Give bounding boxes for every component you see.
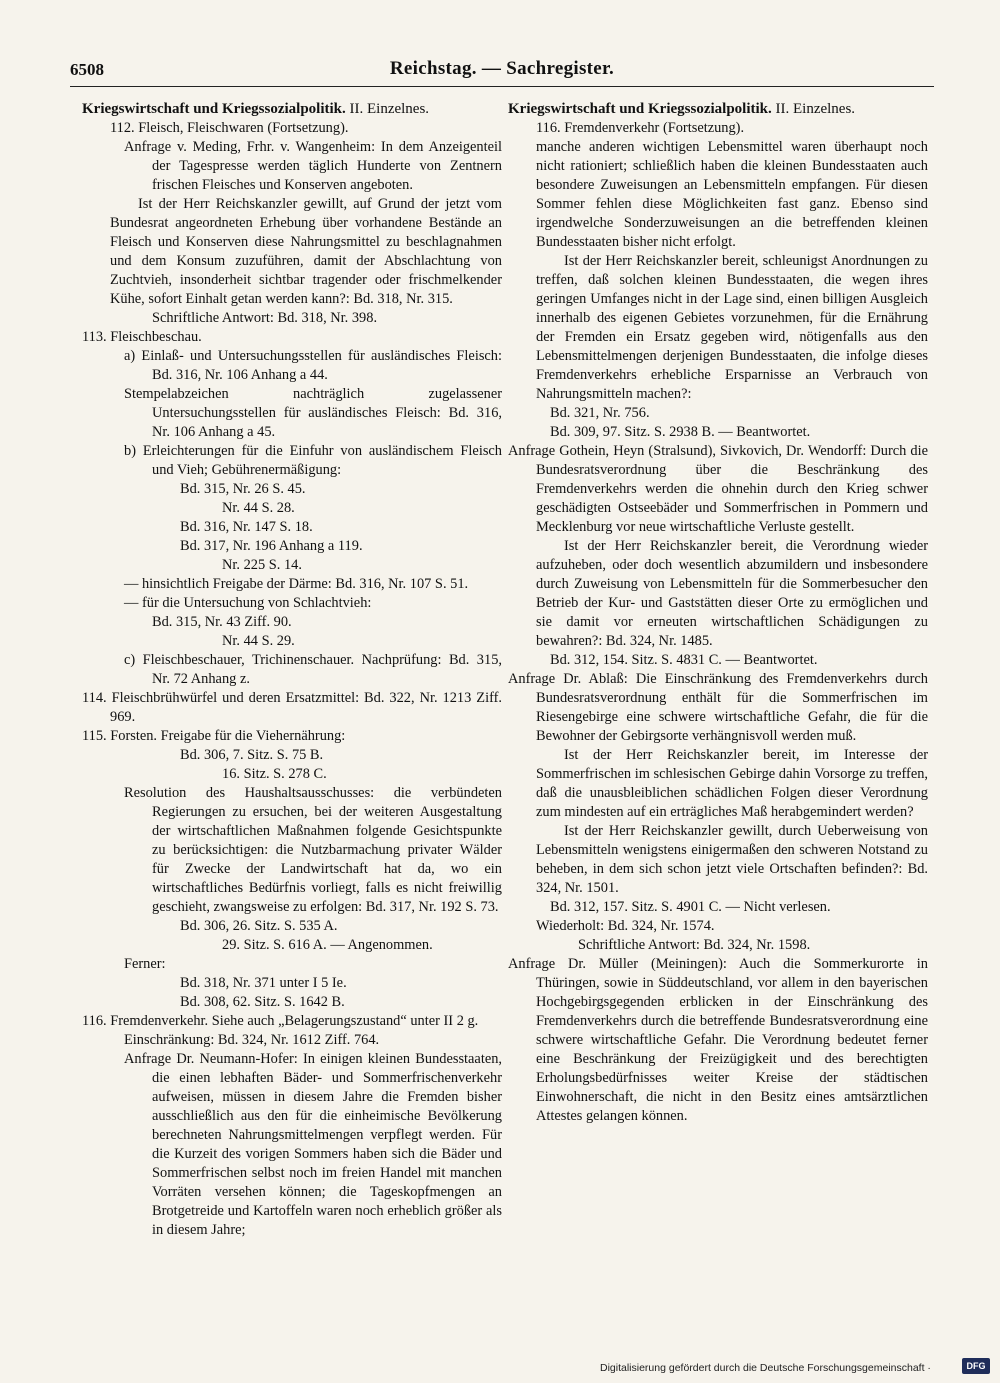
left-entry: 114. Fleischbrühwürfel und deren Ersatzmittel: Bd. 322, Nr. 1213 Ziff. 969. — [82, 690, 502, 725]
right-entry: Bd. 321, Nr. 756. — [550, 405, 650, 421]
right-heading-bold: Kriegswirtschaft und Kriegssozialpolitik. — [508, 101, 772, 117]
footer-credit: Digitalisierung gefördert durch die Deutsche Forschungsgemeinschaft · — [600, 1362, 931, 1374]
left-entry: — für die Untersuchung von Schlachtvieh: — [124, 595, 372, 611]
left-section-heading: 112. Fleisch, Fleischwaren (Fortsetzung). — [110, 120, 349, 136]
left-entry: 29. Sitz. S. 616 A. — Angenommen. — [222, 937, 433, 953]
left-entry: c) Fleischbeschauer, Trichinenschauer. Nachprüfung: Bd. 315, Nr. 72 Anhang z. — [124, 652, 502, 687]
right-entry: Ist der Herr Reichskanzler bereit, im Interesse der Sommerfrischen im schlesischen Gebirge dahin Vorsorge zu treffen, daß die unausbleiblichen schädlichen Folgen dieser Verordnung zum mindesten auf ein erträgliches Maß herabgemindert werden? — [536, 747, 928, 820]
dfg-logo-icon: DFG — [962, 1358, 990, 1374]
left-heading-bold: Kriegswirtschaft und Kriegssozialpolitik. — [82, 101, 346, 117]
left-entry: 16. Sitz. S. 278 C. — [222, 766, 327, 782]
right-entry: Anfrage Dr. Ablaß: Die Einschränkung des Fremdenverkehrs durch Bundesratsverordnung enthält für die Sommerfrischen im Riesengebirge eine schwere wirtschaftliche Gefahr, die für die Bewohner der Gebirgsorte verhängnisvoll werden muß. — [508, 671, 928, 744]
left-entry: Anfrage Dr. Neumann-Hofer: In einigen kleinen Bundesstaaten, die einen lebhaften Bäder- und Sommerfrischenverkehr aufweisen, müssen in diesem Jahre die Fremden bisher ausschließlich aus den für die einheimische Bevölkerung berechneten Nahrungsmittelmengen verpflegt werden. Für die Kurzeit des vorigen Sommers haben sich die Bäder und Sommerfrischen selbst noch im freien Handel mit manchen Vorräten versehen können; die Tageskopfmengen an Brotgetreide und Kartoffeln waren noch erheblich größer als in diesem Jahre; — [124, 1051, 502, 1238]
left-column-heading — [82, 100, 502, 119]
left-entry: — hinsichtlich Freigabe der Därme: Bd. 316, Nr. 107 S. 51. — [124, 576, 469, 592]
left-entry: Bd. 318, Nr. 371 unter I 5 Ie. — [180, 975, 347, 991]
left-entry: Ferner: — [124, 956, 166, 972]
left-entry: 113. Fleischbeschau. — [82, 329, 202, 345]
left-entry: Bd. 306, 26. Sitz. S. 535 A. — [180, 918, 338, 934]
left-entry: 116. Fremdenverkehr. Siehe auch „Belagerungszustand“ unter II 2 g. — [82, 1013, 479, 1029]
left-heading-sub: II. Einzelnes. — [345, 101, 430, 117]
right-entry: Ist der Herr Reichskanzler gewillt, durch Ueberweisung von Lebensmitteln wenigstens einigermaßen den schweren Notstand zu beheben, in dem sich schon jetzt viele Ortschaften befinden?: Bd. 324, Nr. 1501. — [536, 823, 928, 896]
right-column — [508, 100, 928, 1320]
left-entry: Bd. 315, Nr. 43 Ziff. 90. — [152, 614, 292, 630]
left-entry: 115. Forsten. Freigabe für die Viehernährung: — [82, 728, 346, 744]
right-entry: Ist der Herr Reichskanzler bereit, die Verordnung wieder aufzuheben, oder doch wesentlich abzumildern und insbesondere durch Zuweisung von Lebensmitteln für die Sommerbesucher den Betrieb der Kur- und Gaststätten dieser Orte zu ermöglichen und sie damit vor erneuten wirtschaftlichen Schädigungen zu bewahren?: Bd. 324, Nr. 1485. — [536, 538, 928, 649]
right-entries — [508, 138, 928, 1126]
left-entry: a) Einlaß- und Untersuchungsstellen für ausländisches Fleisch: Bd. 316, Nr. 106 Anhang a 44. — [124, 348, 502, 383]
right-entry: Bd. 309, 97. Sitz. S. 2938 B. — Beantwortet. — [550, 424, 811, 440]
left-entry: Bd. 317, Nr. 196 Anhang a 119. — [180, 538, 363, 554]
left-entry: Nr. 44 S. 28. — [222, 500, 295, 516]
left-entries — [82, 138, 502, 1240]
left-entry: Nr. 225 S. 14. — [222, 557, 302, 573]
left-entry: Anfrage v. Meding, Frhr. v. Wangenheim: In dem Anzeigenteil der Tagespresse werden täglich Hunderte von Zentnern frischen Fleisches und Konserven angeboten. — [124, 139, 502, 193]
right-entry: Schriftliche Antwort: Bd. 324, Nr. 1598. — [578, 937, 811, 953]
left-entry: Bd. 315, Nr. 26 S. 45. — [180, 481, 306, 497]
left-entry: Stempelabzeichen nachträglich zugelassener Untersuchungsstellen für ausländisches Fleisch: Bd. 316, Nr. 106 Anhang a 45. — [124, 386, 502, 440]
left-entry: Schriftliche Antwort: Bd. 318, Nr. 398. — [152, 310, 378, 326]
right-entry: Wiederholt: Bd. 324, Nr. 1574. — [536, 918, 715, 934]
left-entry: b) Erleichterungen für die Einfuhr von ausländischem Fleisch und Vieh; Gebührenermäßigung: — [124, 443, 502, 478]
left-entry: Nr. 44 S. 29. — [222, 633, 295, 649]
right-entry: Bd. 312, 154. Sitz. S. 4831 C. — Beantwortet. — [550, 652, 818, 668]
right-section-heading: 116. Fremdenverkehr (Fortsetzung). — [536, 120, 745, 136]
left-entry: Bd. 306, 7. Sitz. S. 75 B. — [180, 747, 324, 763]
right-entry: manche anderen wichtigen Lebensmittel waren überhaupt noch nicht rationiert; schließlich haben die kleinen Bundesstaaten auch besondere Zuweisungen an Lebensmitteln empfangen. Für diesen Sommer fehlen diese Möglichkeiten fast ganz. Ebenso sind irgendwelche Sonderzuweisungen an die betreffenden kleinen Bundesstaaten bisher nicht erfolgt. — [536, 139, 928, 250]
left-entry: Bd. 308, 62. Sitz. S. 1642 B. — [180, 994, 345, 1010]
right-entry: Bd. 312, 157. Sitz. S. 4901 C. — Nicht verlesen. — [550, 899, 831, 915]
page-number: 6508 — [70, 60, 104, 79]
left-entry: Bd. 316, Nr. 147 S. 18. — [180, 519, 313, 535]
right-column-heading — [508, 100, 928, 119]
left-entry: Resolution des Haushaltsausschusses: die verbündeten Regierungen zu ersuchen, bei der weiteren Ausgestaltung der wirtschaftlichen Maßnahmen folgende Gesichtspunkte zu berücksichtigen: die Nutzbarmachung privater Wälder für Zwecke der Landwirtschaft hat da, wo ein wirtschaftliches Bedürfnis vorliegt, falls es nicht freiwillig geschieht, zwangsweise zu erfolgen: Bd. 317, Nr. 192 S. 73. — [124, 785, 502, 915]
left-column — [82, 100, 502, 1320]
right-entry: Ist der Herr Reichskanzler bereit, schleunigst Anordnungen zu treffen, daß solchen kleinen Bundesstaaten, die wegen ihres geringen Umfanges nicht in der Lage sind, einen billigen Ausgleich innerhalb des eigenen Gebietes vorzunehmen, für die Ernährung der Fremden ein Ersatz gegeben wird, nötigenfalls aus den Lebensmittelmengen derjenigen Bundesstaaten, die infolge dieses Fremdenverkehrs erhebliche Ersparnisse an Verbrauch von Nahrungsmitteln machen?: — [536, 253, 928, 402]
right-entry: Anfrage Gothein, Heyn (Stralsund), Sivkovich, Dr. Wendorff: Durch die Bundesratsverordnung über die Beschränkung des Fremdenverkehrs werden die ohnehin durch den Krieg schwer geschädigten Ostseebäder und Sommerfrischen in Pommern und Mecklenburg vor neue wirtschaftliche Verluste gestellt. — [508, 443, 928, 535]
right-entry: Anfrage Dr. Müller (Meiningen): Auch die Sommerkurorte in Thüringen, sowie in Süddeutschland, vor allem in den bayerischen Hochgebirgsgegenden erblicken in der Einschränkung des Fremdenverkehrs durch die betreffende Bundesratsverordnung eine schwere wirtschaftliche Gefahr. Die Verordnung bedeutet ferner eine Beschränkung der Freizügigkeit und des berechtigten Erholungsbedürfnisses weiter Kreise der städtischen Einwohnerschaft, die nicht in den Besitz eines amtsärztlichen Attestes gelangen können. — [508, 956, 928, 1124]
left-entry: Ist der Herr Reichskanzler gewillt, auf Grund der jetzt vom Bundesrat angeordneten Erhebung über vorhandene Bestände an Fleisch und Konserven diese Nahrungsmittel zu beschlagnahmen und dem Konsum zuzuführen, damit der Abschlachtung von Zuchtvieh, insonderheit sichtbar tragender oder frischmelkender Kühe, sofort Einhalt getan werden kann?: Bd. 318, Nr. 315. — [110, 196, 502, 307]
left-entry: Einschränkung: Bd. 324, Nr. 1612 Ziff. 764. — [124, 1032, 380, 1048]
page-header — [70, 58, 934, 87]
running-head: Reichstag. — Sachregister. — [389, 58, 615, 79]
right-heading-sub: II. Einzelnes. — [771, 101, 856, 117]
